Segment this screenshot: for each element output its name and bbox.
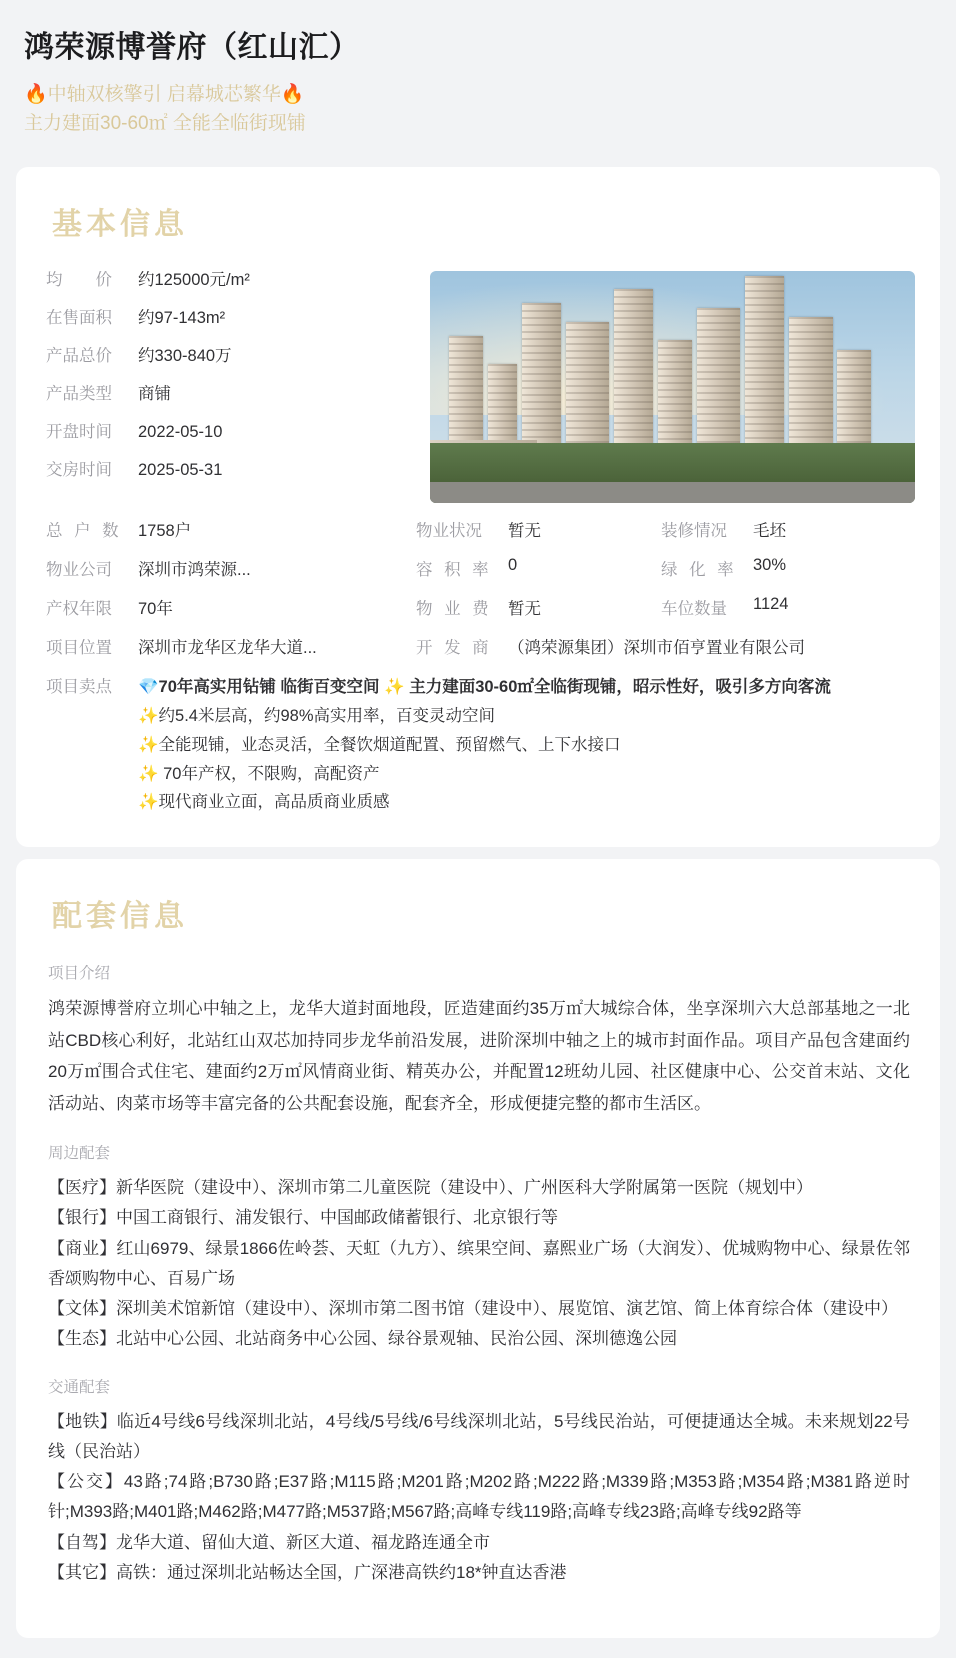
tower-5 [614, 289, 653, 456]
label-ownership-years: 产权年限 [46, 599, 112, 618]
traffic-facilities-list [48, 1407, 910, 1589]
basic-info-left-column [46, 269, 416, 498]
info-row-open-date [46, 421, 416, 444]
basic-info-bottom [46, 517, 910, 817]
cell-households [46, 517, 416, 541]
tower-7 [697, 308, 741, 456]
supporting-info-title: 配套信息 [52, 900, 188, 934]
cell-management-company [46, 556, 416, 580]
info-row-price [46, 269, 416, 292]
list-item: 【生态】北站中心公园、北站商务中心公园、绿谷景观轴、民治公园、深圳德逸公园 [48, 1329, 677, 1349]
list-item: 【医疗】新华医院（建设中）、深圳市第二儿童医院（建设中）、广州医科大学附属第一医院（规划中） [48, 1178, 813, 1197]
list-item: 【公交】43路;74路;B730路;E37路;M115路;M201路;M202路;M222路;M339路;M353路;M354路;M381路逆时针;M393路;M401路;M462路;M477路;M537路;M567路;高峰专线119路;高峰专线23路;高峰专线92路等 [48, 1472, 910, 1522]
info-row-handover-date [46, 459, 416, 482]
cell-property-status [416, 517, 661, 541]
basic-info-top [46, 269, 910, 503]
page-header [0, 0, 956, 155]
label-households: 总 户 数 [46, 521, 123, 540]
cell-developer [416, 634, 910, 658]
selling-point-5: ✨现代商业立面，高品质商业质感 [138, 793, 390, 812]
value-management-fee: 暂无 [508, 599, 541, 618]
value-property-status: 暂无 [508, 521, 541, 540]
value-open-date: 2022-05-10 [138, 423, 223, 442]
cell-management-fee [416, 595, 661, 619]
tower-8 [745, 276, 784, 457]
selling-point-2: ✨约5.4米层高，约98%高实用率，百变灵动空间 [138, 706, 496, 725]
cell-green-ratio [661, 556, 910, 580]
tower-10 [837, 350, 871, 457]
project-rendering-image [430, 271, 915, 503]
info-row-area [46, 307, 416, 330]
label-parking-count: 车位数量 [661, 599, 727, 618]
selling-points-body [138, 673, 910, 817]
value-area: 约97-143m² [138, 308, 226, 327]
traffic-facilities-label: 交通配套 [48, 1378, 111, 1396]
label-green-ratio: 绿 化 率 [661, 560, 738, 579]
value-management-company: 深圳市鸿荣源... [138, 560, 251, 579]
value-ownership-years: 70年 [138, 599, 173, 618]
around-facilities-label: 周边配套 [48, 1145, 111, 1162]
cell-ownership-years [46, 595, 416, 619]
cell-plot-ratio [416, 556, 661, 580]
value-decoration: 毛坯 [753, 521, 786, 540]
label-total-price: 产品总价 [46, 347, 112, 366]
value-total-price: 约330-840万 [138, 347, 232, 366]
label-decoration: 装修情况 [661, 521, 727, 540]
project-intro-text: 鸿荣源博誉府立圳心中轴之上，龙华大道封面地段，匠造建面约35万㎡大城综合体，坐享深圳六大总部基地之一北站CBD核心利好，北站红山双芯加持同步龙华前沿发展，进阶深圳中轴之上的城市封面作品。项目产品包含建面约20万㎡围合式住宅、建面约2万㎡风情商业街、精英办公，并配置12班幼儿园、社区健康中心、公交首末站、文化活动站、肉菜市场等丰富完备的公共配套设施，配套齐全，形成便捷完整的都市生活区。 [48, 999, 910, 1113]
selling-point-1: 💎70年高实用钻铺 临街百变空间 ✨ 主力建面30-60㎡全临街现铺，昭示性好，吸引多方向客流 [138, 677, 831, 696]
info-row-total-price [46, 345, 416, 368]
label-property-status: 物业状况 [416, 521, 482, 540]
label-product-type: 产品类型 [46, 385, 112, 404]
tower-9 [789, 317, 833, 456]
info-row-management-company [46, 556, 910, 580]
tagline-line-1: 🔥中轴双核擎引 启幕城芯繁华🔥 [24, 84, 305, 105]
label-price: 均 价 [46, 270, 112, 289]
info-row-location-developer [46, 634, 910, 658]
tower-1 [449, 336, 483, 457]
list-item: 【商业】红山6979、绿景1866佐岭荟、天虹（九方）、缤果空间、嘉熙业广场（大润发）、优城购物中心、绿景佐邻香颂购物中心、百易广场 [48, 1238, 910, 1288]
label-open-date: 开盘时间 [46, 423, 112, 442]
value-price: 约125000元/m² [138, 270, 250, 289]
selling-point-4: ✨ 70年产权，不限购，高配资产 [138, 764, 380, 783]
info-row-product-type [46, 383, 416, 406]
value-product-type: 商铺 [138, 385, 171, 404]
value-location: 深圳市龙华区龙华大道... [138, 638, 317, 657]
page-title: 鸿荣源博誉府（红山汇） [24, 31, 360, 64]
label-handover-date: 交房时间 [46, 461, 112, 480]
value-plot-ratio: 0 [508, 555, 518, 574]
list-item: 【自驾】龙华大道、留仙大道、新区大道、福龙路连通全市 [48, 1532, 490, 1552]
list-item: 【银行】中国工商银行、浦发银行、中国邮政储蓄银行、北京银行等 [48, 1208, 558, 1228]
basic-info-title: 基本信息 [52, 207, 188, 241]
tower-6 [658, 340, 692, 456]
list-item: 【其它】高铁：通过深圳北站畅达全国，广深港高铁约18*钟直达香港 [48, 1562, 567, 1582]
value-developer: （鸿荣源集团）深圳市佰亨置业有限公司 [508, 638, 805, 657]
supporting-info-card [16, 859, 940, 1638]
list-item: 【地铁】临近4号线6号线深圳北站，4号线/5号线/6号线深圳北站，5号线民治站，可便捷通达全城。未来规划22号线（民治站） [48, 1411, 910, 1461]
label-location: 项目位置 [46, 638, 112, 657]
basic-info-card [16, 167, 940, 847]
label-area: 在售面积 [46, 308, 112, 327]
info-row-selling-points [46, 673, 910, 817]
label-management-company: 物业公司 [46, 560, 112, 579]
cell-parking-count [661, 595, 910, 619]
tower-3 [522, 303, 561, 456]
label-selling-points: 项目卖点 [46, 677, 112, 696]
label-management-fee: 物 业 费 [416, 599, 493, 618]
around-facilities-list [48, 1173, 910, 1355]
value-handover-date: 2025-05-31 [138, 461, 223, 480]
selling-point-3: ✨全能现铺，业态灵活，全餐饮烟道配置、预留燃气、上下水接口 [138, 735, 621, 754]
value-households: 1758户 [138, 521, 192, 540]
tagline-line-2: 主力建面30-60㎡ 全能全临街现铺 [24, 113, 306, 135]
road-strip [430, 482, 915, 503]
info-row-households [46, 517, 910, 541]
project-intro-label: 项目介绍 [48, 965, 111, 983]
cell-location [46, 634, 416, 658]
label-developer: 开 发 商 [416, 638, 493, 657]
list-item: 【文体】深圳美术馆新馆（建设中）、深圳市第二图书馆（建设中）、展览馆、演艺馆、简上体育综合体（建设中） [48, 1299, 898, 1318]
label-plot-ratio: 容 积 率 [416, 560, 493, 579]
cell-decoration [661, 517, 910, 541]
value-parking-count: 1124 [753, 594, 789, 613]
tower-4 [566, 322, 610, 457]
value-green-ratio: 30% [753, 555, 787, 574]
hero-image-wrapper [416, 269, 915, 503]
info-row-ownership-years [46, 595, 910, 619]
